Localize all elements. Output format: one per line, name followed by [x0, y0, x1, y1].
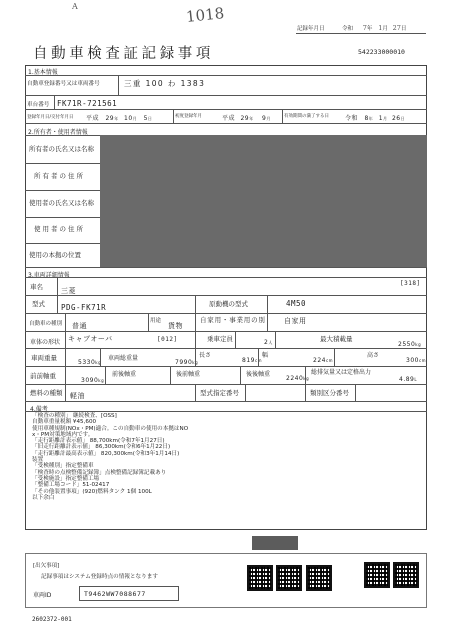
note-line: 装置 — [32, 457, 44, 464]
first-reg-y: 年 — [114, 116, 119, 121]
width-unit: cm — [325, 358, 334, 363]
disp-label: 総排気量又は定格出力 — [311, 369, 372, 376]
maker-label: 車名 — [30, 283, 43, 291]
qr-code-3 — [306, 565, 332, 591]
expiry-month: 1 — [378, 115, 384, 122]
notes-section-heading: 4.備考 — [30, 406, 48, 413]
note-line: 以下余白 — [32, 494, 55, 501]
engine-label: 原動機の型式 — [209, 300, 248, 308]
expiry-m: 月 — [383, 116, 388, 121]
engine-value: 4M50 — [286, 299, 307, 308]
first-reg-month: 10 — [124, 115, 133, 122]
length-unit: cm — [254, 358, 263, 363]
record-month: 1 — [378, 24, 383, 32]
reg-label: 自動車登録番号又は車両番号 — [27, 81, 100, 87]
document-number: 542233000010 — [358, 48, 405, 56]
page-title: 自動車検査証記録事項 — [33, 46, 214, 62]
expiry-day: 26 — [391, 115, 401, 122]
ff-axle-value — [81, 377, 104, 384]
record-date — [297, 24, 406, 32]
first-reg-day: 5 — [143, 115, 148, 122]
notes-body — [32, 413, 188, 501]
expiry-label: 有効期間の満了する日 — [284, 114, 329, 119]
qr-code-2 — [276, 565, 302, 591]
gross-label: 車両総重量 — [108, 355, 139, 362]
maxload-label: 最大積載量 — [320, 335, 353, 343]
vehicle-section-heading: 3.車両詳細情報 — [28, 272, 70, 279]
note-line: 「検査の種別」 継続検査、[OSS] — [32, 413, 117, 419]
ff-axle-unit: kg — [98, 378, 105, 383]
record-year-unit: 年 — [366, 26, 373, 32]
kind-label: 自動車の種別 — [29, 321, 63, 327]
first-reg-year: 29 — [105, 115, 115, 122]
qr-code-5 — [393, 562, 419, 588]
height-value — [406, 357, 426, 364]
first-year-date — [222, 113, 271, 122]
owner-address-label: 所有者の住所 — [34, 172, 85, 180]
expiry-era: 令和 — [345, 115, 359, 122]
first-year-era: 平成 — [222, 115, 236, 122]
chassis-label: 車台番号 — [27, 102, 50, 108]
note-line: 「受検種別」指定整備車 — [32, 463, 94, 470]
rf-axle-label: 後前軸重 — [176, 371, 201, 378]
disp-unit: L — [414, 377, 418, 382]
rr-axle-label: 後後軸重 — [246, 371, 271, 378]
width-number: 224 — [313, 357, 326, 364]
ff-axle-number: 3090 — [81, 377, 99, 384]
first-reg-era: 平成 — [86, 115, 100, 122]
basic-section-heading: 1.基本情報 — [28, 69, 58, 76]
fuel-label: 燃料の種類 — [30, 389, 63, 397]
record-date-label: 記録年月日 — [297, 26, 325, 32]
handwritten-number: 1018 — [185, 4, 226, 26]
user-address-label: 使用者の住所 — [34, 225, 85, 233]
record-era: 令和 — [342, 26, 354, 32]
use-label: 用途 — [150, 318, 162, 324]
capacity-value — [264, 339, 273, 346]
rr-axle-number: 2240 — [286, 375, 304, 382]
notes-redaction — [252, 536, 298, 550]
weight-value — [78, 359, 101, 366]
note-line: 自動車重量税額 ¥45,600 — [32, 419, 97, 426]
note-line: 「整備工場コード」51-02417 — [32, 482, 110, 489]
capacity-unit: 人 — [268, 340, 273, 345]
length-value — [242, 357, 262, 364]
chassis-value: FK71R-721561 — [57, 99, 118, 108]
biz-label: 自家用・事業用の別 — [200, 316, 266, 324]
weight-label: 車両重量 — [31, 354, 57, 362]
model-label: 型式 — [32, 300, 45, 308]
note-line: 「旧走行距離計表示値」 86,300km(令和6年1月22日) — [32, 444, 171, 451]
gross-unit: kg — [192, 360, 199, 365]
note-line: 「受検施設」指定整備工場 — [32, 475, 100, 482]
vehicle-id-value: T9462WW7088677 — [84, 590, 146, 598]
qr-code-1 — [247, 565, 273, 591]
record-year: 7 — [362, 24, 367, 32]
expiry-date — [345, 113, 405, 122]
vehicle-id-label: 車両ID — [33, 592, 52, 599]
vehicle-code: [318] — [400, 280, 421, 287]
weight-unit: kg — [95, 360, 102, 365]
first-year-m: 月 — [266, 116, 271, 121]
header-mark: A — [72, 2, 78, 11]
body-code: [012] — [157, 336, 178, 343]
first-reg-m: 月 — [132, 116, 138, 121]
expiry-year: 8 — [364, 115, 369, 122]
first-reg-label: 登録年月日/交付年月日 — [27, 115, 74, 120]
maker-value: 三菱 — [61, 287, 76, 295]
record-day: 27 — [392, 24, 401, 32]
gross-number: 7990 — [175, 359, 193, 366]
width-label: 幅 — [262, 352, 269, 359]
expiry-y: 年 — [368, 116, 374, 121]
first-year-label: 初度登録年月 — [175, 114, 202, 119]
model-value: PDG-FK71R — [61, 303, 107, 312]
owner-section-heading: 2.所有者・使用者情報 — [28, 129, 88, 136]
fr-axle-label: 前後軸重 — [112, 371, 137, 378]
capacity-label: 乗車定員 — [207, 335, 233, 343]
note-line: 「検査時の点検整備記録簿」点検整備記録簿記載あり — [32, 469, 167, 476]
body-value: キャブオーバ — [68, 335, 113, 343]
form-number: 2602372-001 — [32, 616, 72, 623]
base-location-label: 使用の本拠の位置 — [29, 251, 81, 259]
note-line: x・PM対策地域内です。 — [32, 431, 94, 438]
first-year-year: 29 — [240, 115, 250, 122]
height-number: 300 — [406, 357, 419, 364]
footer-note: 記録事項はシステム登録時点の情報となります — [41, 574, 158, 580]
record-day-unit: 日 — [400, 26, 407, 32]
owner-info-redaction — [100, 135, 427, 267]
note-line: 「走行距離計表示値」 88,700km(令和7年1月27日) — [32, 438, 165, 445]
rr-axle-unit: kg — [303, 376, 310, 381]
disp-number: 4.89 — [399, 376, 415, 383]
note-line: 使用車種規制(NOx・PM)適合。この自動車の使用の本拠はNO — [32, 425, 189, 432]
first-reg-d: 日 — [147, 116, 153, 121]
disp-value — [399, 376, 417, 383]
fuel-value: 軽油 — [70, 392, 85, 400]
maxload-unit: kg — [415, 342, 422, 347]
kind-value: 普通 — [72, 322, 87, 330]
biz-value: 自家用 — [284, 317, 307, 325]
reg-value: 三重 100 わ 1383 — [124, 79, 206, 88]
capacity-number: 2 — [264, 339, 269, 346]
maxload-number: 2550 — [398, 341, 416, 348]
length-number: 819 — [242, 357, 255, 364]
first-year-y: 年 — [249, 116, 254, 121]
owner-name-label: 所有者の氏名又は名称 — [29, 145, 94, 153]
height-unit: cm — [418, 358, 427, 363]
footer-section: [出欠事項] — [33, 563, 60, 569]
body-label: 車体の形状 — [30, 339, 61, 346]
note-line: 「走行距離計最高表示値」 820,300km(令和3年1月14日) — [32, 450, 180, 457]
maxload-value — [398, 341, 421, 348]
use-value: 貨物 — [168, 322, 183, 330]
first-reg-date — [86, 113, 152, 122]
record-month-unit: 月 — [382, 26, 388, 32]
note-line: 「その他装置事項」(920)燃料タンク 1個 100L — [32, 488, 152, 495]
height-label: 高さ — [367, 352, 380, 359]
expiry-d: 日 — [400, 116, 406, 121]
weight-number: 5330 — [78, 359, 96, 366]
length-label: 長さ — [199, 352, 212, 359]
class-no-label: 類別区分番号 — [310, 389, 349, 397]
ff-axle-label: 前前軸重 — [30, 372, 56, 380]
type-no-label: 型式指定番号 — [200, 389, 239, 397]
qr-code-4 — [364, 562, 390, 588]
first-year-month: 9 — [262, 115, 267, 122]
user-name-label: 使用者の氏名又は名称 — [29, 199, 94, 207]
width-value — [313, 357, 333, 364]
